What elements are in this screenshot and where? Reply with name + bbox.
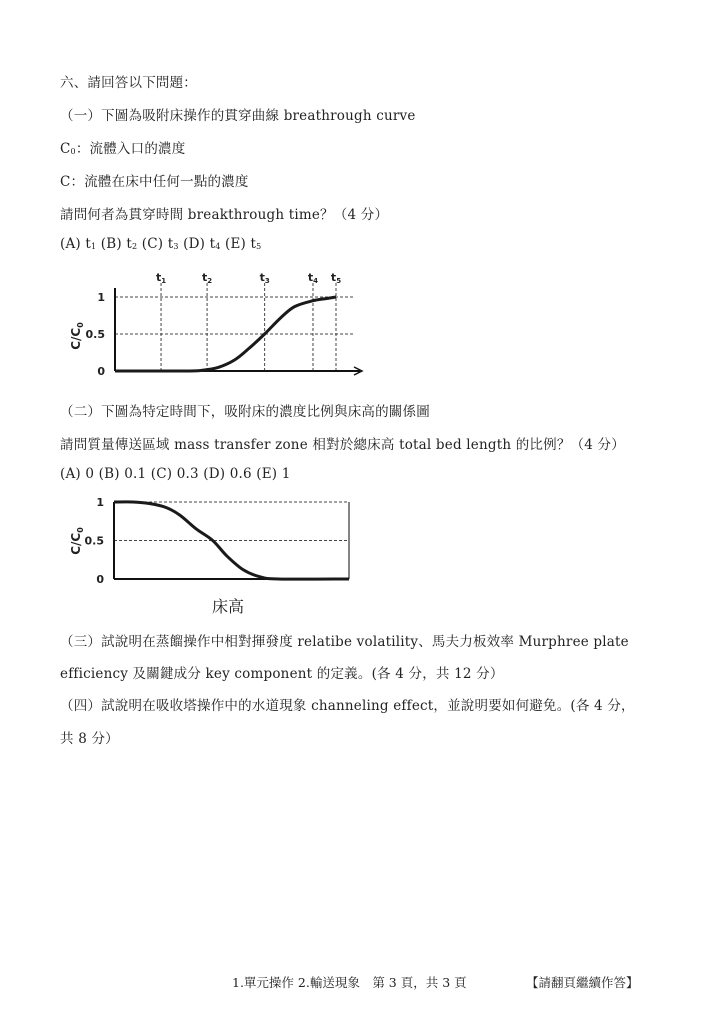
option-e: (E) t5 — [225, 236, 262, 252]
y-ticks — [85, 496, 105, 586]
time-marker-label: t3 — [259, 271, 270, 285]
q3-line2: efficiency 及關鍵成分 key component 的定義。(各 4 分，共 12 分） — [60, 666, 504, 682]
option-c: (C) t3 — [141, 236, 179, 252]
grid — [114, 502, 349, 541]
c0-text: ：流體入口的濃度 — [75, 141, 186, 157]
c0-symbol: C — [60, 141, 71, 157]
q4-line1: （四）試說明在吸收塔操作中的水道現象 channeling effect，並說明要如何避免。(各 4 分， — [60, 698, 635, 714]
q4-line2: 共 8 分） — [60, 731, 119, 747]
time-marker-label: t4 — [307, 271, 319, 285]
q2-question: 請問質量傳送區域 mass transfer zone 相對於總床高 total bed length 的比例？（4 分） — [60, 437, 625, 453]
footer-info: 1.單元操作 2.輸送現象 第 3 頁，共 3 頁 — [232, 975, 467, 990]
y-tick-label: 0.5 — [84, 534, 104, 548]
y-axis-label: $C/C_0$ — [69, 527, 85, 555]
y-axis-label: $C/C_0$ — [69, 322, 85, 350]
q1-title: （一）下圖為吸附床操作的貫穿曲線 breathrough curve — [60, 108, 416, 124]
q1-c-definition: C：流體在床中任何一點的濃度 — [60, 174, 249, 190]
q1-question: 請問何者為貫穿時間 breakthrough time？（4 分） — [60, 207, 389, 223]
y-tick-label: 0.5 — [85, 328, 105, 341]
q3-line1: （三）試說明在蒸餾操作中相對揮發度 relatibe volatility、馬夫力板效率 Murphree plate — [60, 634, 629, 650]
option-b: (B) t2 — [100, 236, 138, 252]
q2-options: (A) 0 (B) 0.1 (C) 0.3 (D) 0.6 (E) 1 — [60, 466, 291, 482]
y-tick-label: 0 — [97, 365, 105, 378]
y-tick-label: 1 — [96, 496, 104, 509]
time-marker-label: t5 — [330, 271, 342, 285]
time-marker-label: t1 — [155, 271, 167, 285]
section-title: 六、請回答以下問題： — [60, 75, 197, 91]
option-a: (A) t1 — [60, 236, 97, 252]
y-tick-label: 1 — [97, 291, 105, 304]
y-tick-label: 0 — [96, 573, 104, 586]
footer-continue: 【請翻頁繼續作答】 — [526, 975, 639, 990]
q2-title: （二）下圖為特定時間下，吸附床的濃度比例與床高的關係圖 — [60, 404, 430, 420]
time-marker-label: t2 — [202, 271, 213, 285]
x-axis-label: 床高 — [212, 597, 245, 616]
c0-subscript: 0 — [70, 147, 76, 156]
option-d: (D) t4 — [183, 236, 221, 252]
